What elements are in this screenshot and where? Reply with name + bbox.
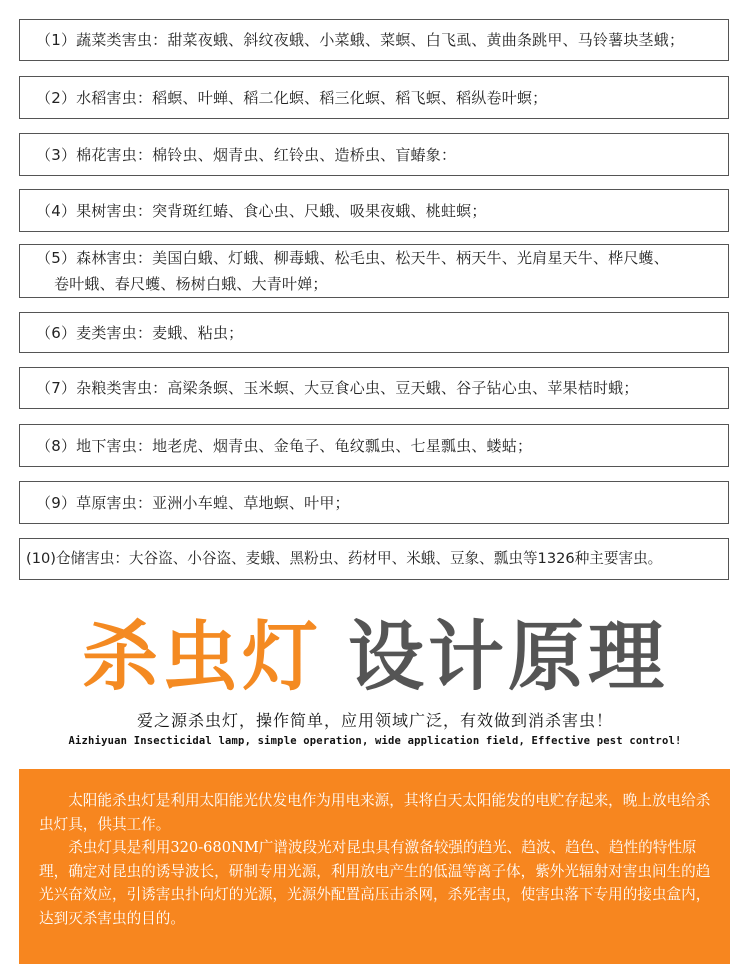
pest-line: （7）杂粮类害虫：高梁条螟、玉米螟、大豆食心虫、豆天蛾、谷子钻心虫、苹果桔时蛾；	[36, 379, 639, 397]
description-panel	[19, 769, 730, 964]
pest-box-vegetable	[19, 19, 729, 61]
pest-box-grain	[19, 367, 729, 409]
heading-insecticidal-lamp: 杀虫灯	[82, 612, 322, 701]
pest-line: （9）草原害虫：亚洲小车蝗、草地螟、叶甲；	[36, 493, 350, 512]
pest-box-rice	[19, 76, 729, 119]
pest-line: （4）果树害虫：突背斑红蝽、食心虫、尺蛾、吸果夜蛾、桃蛀螟；	[36, 201, 487, 220]
slogan-chinese: 爱之源杀虫灯，操作简单，应用领域广泛，有效做到消杀害虫！	[136, 711, 613, 730]
slogan-english: Aizhiyuan Insecticidal lamp, simple operation, wide application field, Effective pest control!	[68, 735, 682, 747]
pest-line: （8）地下害虫：地老虎、烟青虫、金龟子、龟纹瓢虫、七星瓢虫、蝼蛄；	[36, 436, 533, 455]
pest-box-underground	[19, 424, 729, 467]
pest-box-cotton	[19, 133, 729, 176]
pest-line: (10)仓储害虫：大谷盗、小谷盗、麦蛾、黑粉虫、药材甲、米蛾、豆象、瓢虫等1326种主要害虫。	[26, 550, 663, 567]
pest-line-continued: 卷叶蛾、春尺蠖、杨树白蛾、大青叶婵；	[54, 275, 328, 293]
description-paragraph-lamp: 杀虫灯具是利用320-680NM广谱波段光对昆虫具有激备较强的趋光、趋波、趋色、趋性的特性原理，确定对昆虫的诱导波长，研制专用光源，利用放电产生的低温等离子体，紫外光辐射对害虫间生的趋光兴奋效应，引诱害虫扑向灯的光源，光源外配置高压击杀网，杀死害虫，使害虫落下专用的接虫盒内，达到灭杀害虫的目的。	[39, 839, 711, 927]
pest-line: （6）麦类害虫：麦蛾、粘虫；	[36, 323, 244, 342]
pest-line: （1）蔬菜类害虫：甜菜夜蛾、斜纹夜蛾、小菜蛾、菜螟、白飞虱、黄曲条跳甲、马铃薯块茎蛾；	[36, 31, 685, 49]
description-paragraph-solar: 太阳能杀虫灯是利用太阳能光伏发电作为用电来源，其将白天太阳能发的电贮存起来，晚上放电给杀虫灯具，供其工作。	[39, 792, 711, 833]
pest-line: （5）森林害虫：美国白蛾、灯蛾、柳毒蛾、松毛虫、松天牛、柄天牛、光肩星天牛、桦尺蠖、	[36, 249, 669, 267]
pest-box-wheat	[19, 312, 729, 353]
pest-box-storage	[19, 538, 729, 580]
heading-design-principle: 设计原理	[348, 612, 668, 701]
section-heading	[0, 612, 750, 702]
pest-box-forest	[19, 244, 729, 298]
pest-box-grassland	[19, 481, 729, 524]
pest-box-fruit-tree	[19, 189, 729, 232]
pest-line: （2）水稻害虫：稻螟、叶蝉、稻二化螟、稻三化螟、稻飞螟、稻纵卷叶螟；	[36, 88, 548, 107]
pest-line: （3）棉花害虫：棉铃虫、烟青虫、红铃虫、造桥虫、盲蝽象：	[36, 145, 457, 164]
